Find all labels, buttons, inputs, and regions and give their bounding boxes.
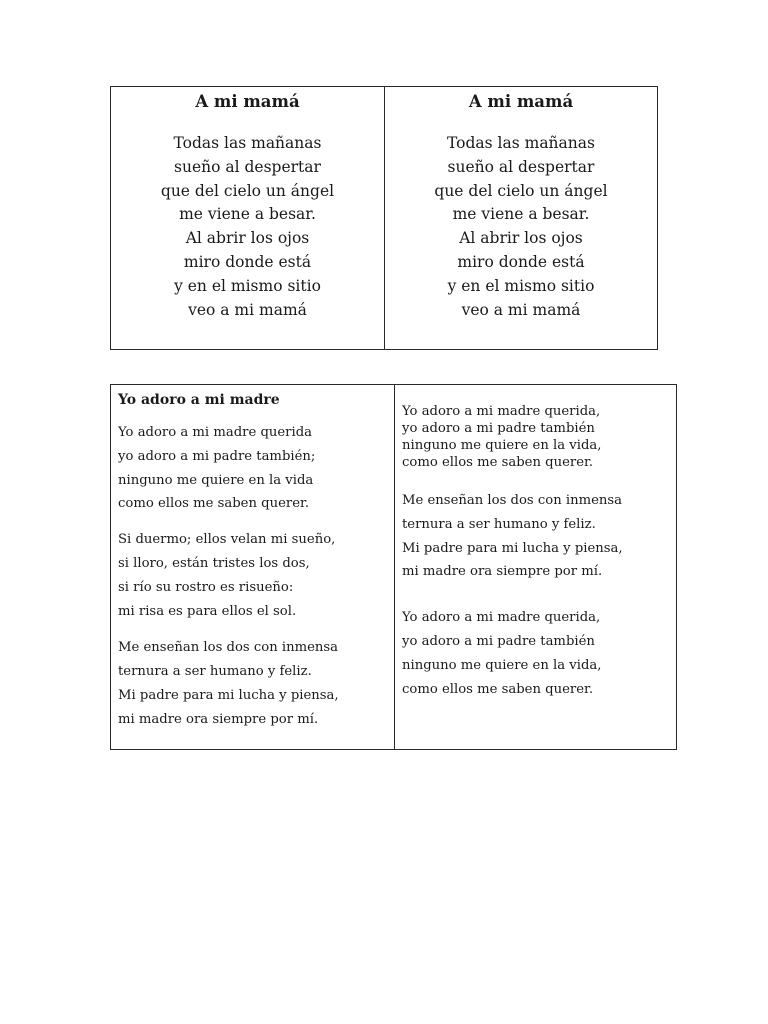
poem-line: ternura a ser humano y feliz. <box>402 516 596 532</box>
poem-line: y en el mismo sitio <box>447 276 595 295</box>
poem-card-left <box>111 385 394 749</box>
poem-line: y en el mismo sitio <box>174 276 321 295</box>
poem-line: si lloro, están tristes los dos, <box>118 555 310 571</box>
poem-line: ninguno me quiere en la vida, <box>402 438 602 453</box>
poem-line: sueño al despertar <box>174 157 321 176</box>
poem-body <box>111 132 384 322</box>
stanza <box>402 403 676 471</box>
poem-line: que del cielo un ángel <box>160 181 335 200</box>
poem-line: Yo adoro a mi madre querida <box>118 425 313 440</box>
poem-line: Yo adoro a mi madre querida, <box>402 610 601 626</box>
poem-line: si río su rostro es risueño: <box>118 579 294 595</box>
poem-line: miro donde está <box>457 252 585 271</box>
poem-line: ternura a ser humano y feliz. <box>118 664 312 680</box>
poem-line: como ellos me saben querer. <box>118 496 310 512</box>
poem-line: Me enseñan los dos con inmensa <box>118 640 339 656</box>
poem-title: A mi mamá <box>468 92 574 111</box>
stanza <box>402 606 676 701</box>
poem-line: Si duermo; ellos velan mi sueño, <box>118 532 336 548</box>
poem-card-left <box>111 87 384 349</box>
poem-line: Mi padre para mi lucha y piensa, <box>118 687 339 703</box>
poem-line: yo adoro a mi padre también; <box>118 448 316 464</box>
poem-title: Yo adoro a mi madre <box>118 392 280 408</box>
poem-line: veo a mi mamá <box>461 300 581 319</box>
stanza <box>118 528 394 623</box>
poem-line: veo a mi mamá <box>188 300 307 319</box>
poem-line: como ellos me saben querer. <box>402 455 594 470</box>
poem-line: Me enseñan los dos con inmensa <box>402 493 623 508</box>
poem-body <box>385 132 657 322</box>
poem-line: que del cielo un ángel <box>434 181 608 200</box>
poem-title: A mi mamá <box>195 92 300 111</box>
poem-line: mi madre ora siempre por mí. <box>118 711 319 727</box>
poem-line: Al abrir los ojos <box>185 229 310 248</box>
poem-line: miro donde está <box>183 252 312 271</box>
poem-table-a-mi-mama <box>110 86 658 350</box>
poem-line: Yo adoro a mi madre querida, <box>402 404 601 419</box>
poem-line: como ellos me saben querer. <box>402 681 594 697</box>
poem-line: yo adoro a mi padre también <box>402 633 595 649</box>
poem-line: Mi padre para mi lucha y piensa, <box>402 540 623 556</box>
poem-line: sueño al despertar <box>447 157 595 176</box>
poem-card-right <box>384 87 657 349</box>
poem-line: ninguno me quiere en la vida <box>118 472 314 488</box>
poem-line: Al abrir los ojos <box>459 229 583 248</box>
poem-line: mi risa es para ellos el sol. <box>118 603 297 619</box>
poem-line: me viene a besar. <box>452 205 590 224</box>
poem-line: mi madre ora siempre por mí. <box>402 564 603 580</box>
poem-line: me viene a besar. <box>179 205 316 224</box>
poem-line: yo adoro a mi padre también <box>402 421 595 436</box>
poem-line: ninguno me quiere en la vida, <box>402 657 602 673</box>
poem-card-right <box>394 385 676 749</box>
poem-line: Todas las mañanas <box>447 134 595 152</box>
poem-table-yo-adoro <box>110 384 677 750</box>
stanza <box>118 636 394 731</box>
stanza <box>118 421 394 516</box>
stanza <box>402 489 676 584</box>
poem-line: Todas las mañanas <box>173 134 322 152</box>
